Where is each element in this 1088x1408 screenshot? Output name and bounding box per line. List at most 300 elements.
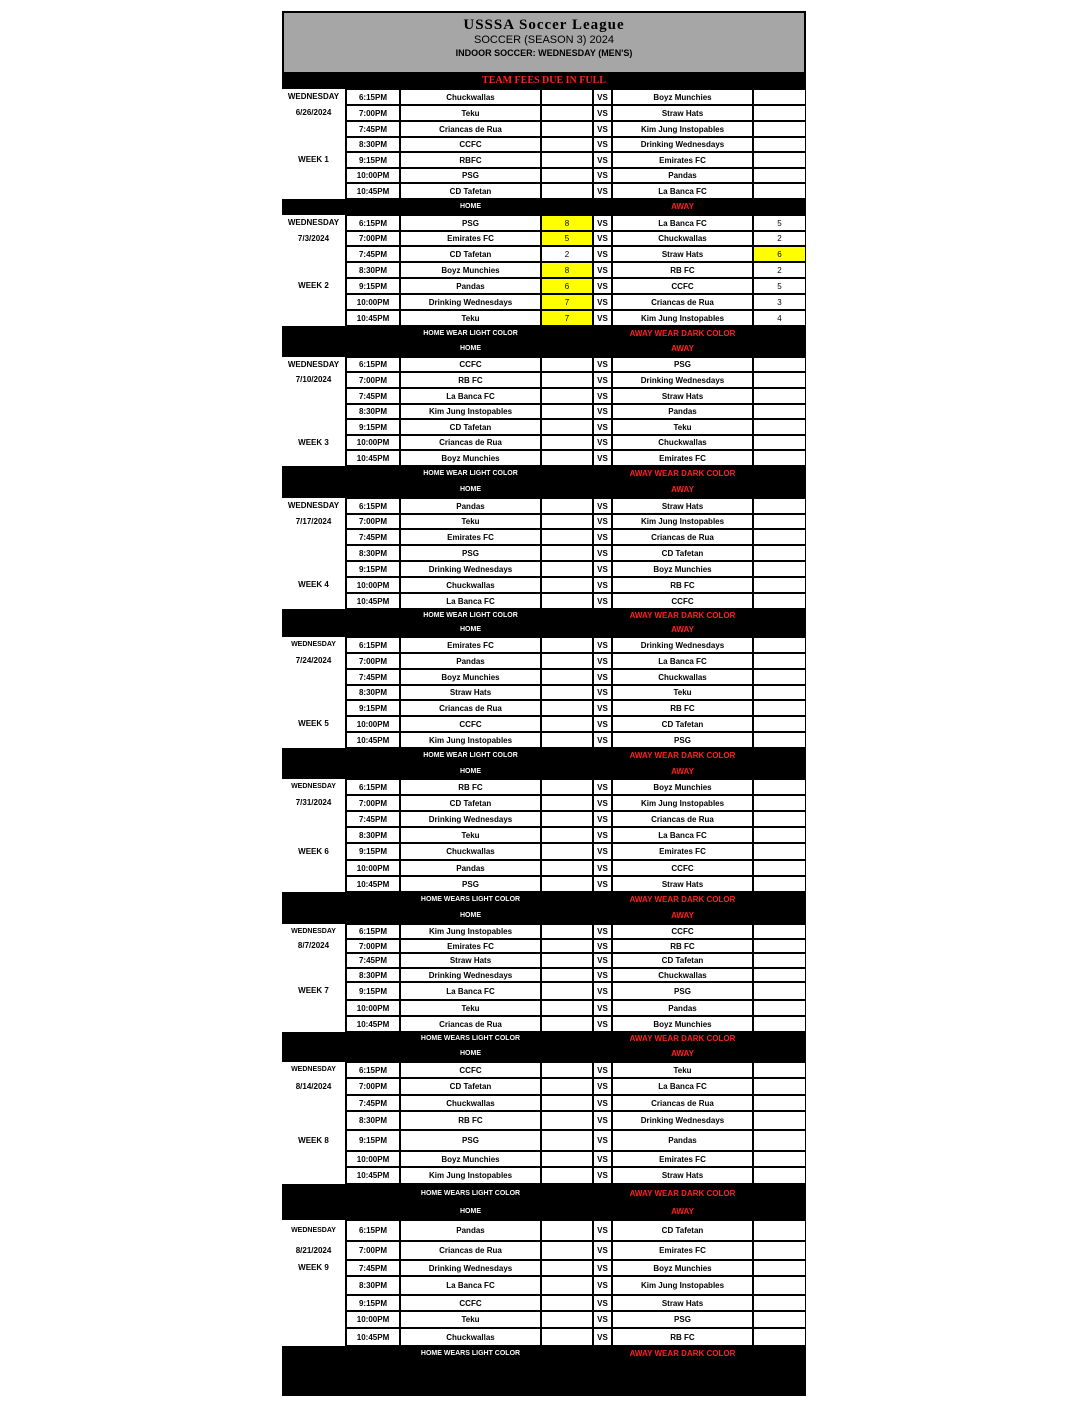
away-team: Pandas bbox=[612, 404, 753, 419]
away-score bbox=[753, 1295, 806, 1311]
game-time: 7:00PM bbox=[346, 105, 400, 121]
wear-color-note bbox=[282, 326, 806, 341]
away-score bbox=[753, 716, 806, 732]
game-row bbox=[282, 577, 806, 593]
away-team: Kim Jung Instopables bbox=[612, 310, 753, 326]
home-team: CCFC bbox=[400, 357, 541, 372]
game-row bbox=[282, 827, 806, 843]
home-score bbox=[541, 498, 593, 514]
game-row bbox=[282, 152, 806, 168]
home-team: Criancas de Rua bbox=[400, 121, 541, 137]
home-team: Chuckwallas bbox=[400, 577, 541, 593]
game-time: 10:00PM bbox=[346, 168, 400, 183]
home-score bbox=[541, 514, 593, 529]
game-row bbox=[282, 231, 806, 246]
home-team: Kim Jung Instopables bbox=[400, 1167, 541, 1184]
away-score bbox=[753, 1260, 806, 1276]
day-label: WEDNESDAY bbox=[287, 501, 340, 510]
home-score bbox=[541, 137, 593, 152]
away-team: RB FC bbox=[612, 577, 753, 593]
away-team: Drinking Wednesdays bbox=[612, 637, 753, 653]
away-team: PSG bbox=[612, 357, 753, 372]
home-score bbox=[541, 1111, 593, 1130]
game-time: 7:00PM bbox=[346, 231, 400, 246]
date-label: 7/17/2024 bbox=[295, 517, 332, 526]
home-score: 2 bbox=[541, 246, 593, 262]
game-time: 8:30PM bbox=[346, 968, 400, 982]
away-score bbox=[753, 1000, 806, 1016]
game-time: 7:45PM bbox=[346, 669, 400, 685]
home-away-heading-home-label: HOME bbox=[460, 912, 481, 919]
game-time: 10:00PM bbox=[346, 716, 400, 732]
date-label: 7/3/2024 bbox=[297, 234, 330, 243]
day-label: WEDNESDAY bbox=[287, 360, 340, 369]
away-team: CCFC bbox=[612, 593, 753, 609]
game-time: 8:30PM bbox=[346, 262, 400, 278]
week-label: WEEK 8 bbox=[298, 1136, 329, 1145]
game-row bbox=[282, 1130, 806, 1151]
away-team: Kim Jung Instopables bbox=[612, 1276, 753, 1295]
away-team: Emirates FC bbox=[612, 450, 753, 466]
away-team: Criancas de Rua bbox=[612, 1095, 753, 1111]
away-score bbox=[753, 982, 806, 1000]
away-team: Chuckwallas bbox=[612, 669, 753, 685]
division-title: INDOOR SOCCER: WEDNESDAY (MEN'S) bbox=[455, 48, 633, 58]
away-team: Drinking Wednesdays bbox=[612, 372, 753, 388]
away-score bbox=[753, 968, 806, 982]
away-score bbox=[753, 1276, 806, 1295]
home-away-heading bbox=[282, 907, 806, 924]
game-row bbox=[282, 968, 806, 982]
league-title: USSSA Soccer League bbox=[463, 17, 625, 33]
away-score bbox=[753, 795, 806, 811]
away-score: 2 bbox=[753, 262, 806, 278]
game-row bbox=[282, 1311, 806, 1328]
away-score bbox=[753, 876, 806, 892]
home-score bbox=[541, 827, 593, 843]
wear-color-note bbox=[282, 892, 806, 907]
home-team: Pandas bbox=[400, 860, 541, 876]
away-score bbox=[753, 1062, 806, 1078]
away-score bbox=[753, 1151, 806, 1167]
vs-label: VS bbox=[593, 811, 612, 827]
away-score bbox=[753, 545, 806, 561]
game-time: 10:00PM bbox=[346, 577, 400, 593]
game-time: 10:45PM bbox=[346, 1167, 400, 1184]
vs-label: VS bbox=[593, 514, 612, 529]
home-score bbox=[541, 716, 593, 732]
home-score bbox=[541, 1062, 593, 1078]
game-row bbox=[282, 278, 806, 294]
home-score bbox=[541, 732, 593, 748]
away-score bbox=[753, 1241, 806, 1260]
home-score bbox=[541, 577, 593, 593]
away-score bbox=[753, 529, 806, 545]
game-row bbox=[282, 183, 806, 199]
game-row bbox=[282, 1151, 806, 1167]
home-away-heading-away-label: AWAY bbox=[671, 344, 694, 353]
home-team: Chuckwallas bbox=[400, 1095, 541, 1111]
game-row bbox=[282, 860, 806, 876]
wear-color-note-away-label: AWAY WEAR DARK COLOR bbox=[629, 751, 736, 760]
home-away-heading-home-label: HOME bbox=[460, 626, 481, 633]
date-label: 7/10/2024 bbox=[295, 375, 332, 384]
vs-label: VS bbox=[593, 1000, 612, 1016]
game-row bbox=[282, 700, 806, 716]
home-score bbox=[541, 545, 593, 561]
game-time: 9:15PM bbox=[346, 700, 400, 716]
wear-color-note-away-label: AWAY WEAR DARK COLOR bbox=[629, 1034, 736, 1043]
vs-label: VS bbox=[593, 795, 612, 811]
vs-label: VS bbox=[593, 89, 612, 105]
away-team: La Banca FC bbox=[612, 1078, 753, 1095]
wear-color-note-home-label: HOME WEARS LIGHT COLOR bbox=[420, 896, 521, 903]
day-label: WEDNESDAY bbox=[291, 928, 336, 935]
vs-label: VS bbox=[593, 982, 612, 1000]
game-time: 7:00PM bbox=[346, 1241, 400, 1260]
game-time: 8:30PM bbox=[346, 685, 400, 700]
home-score bbox=[541, 1220, 593, 1241]
away-team: Chuckwallas bbox=[612, 435, 753, 450]
home-score bbox=[541, 1328, 593, 1346]
game-time: 7:00PM bbox=[346, 653, 400, 669]
away-team: Drinking Wednesdays bbox=[612, 1111, 753, 1130]
home-team: La Banca FC bbox=[400, 388, 541, 404]
home-team: Pandas bbox=[400, 653, 541, 669]
away-score bbox=[753, 357, 806, 372]
away-team: La Banca FC bbox=[612, 183, 753, 199]
home-team: Teku bbox=[400, 310, 541, 326]
vs-label: VS bbox=[593, 372, 612, 388]
vs-label: VS bbox=[593, 1276, 612, 1295]
game-row bbox=[282, 246, 806, 262]
away-score: 5 bbox=[753, 215, 806, 231]
home-away-heading bbox=[282, 341, 806, 357]
game-time: 9:15PM bbox=[346, 1295, 400, 1311]
game-time: 10:45PM bbox=[346, 732, 400, 748]
home-score bbox=[541, 152, 593, 168]
home-score bbox=[541, 388, 593, 404]
home-away-heading-away-label: AWAY bbox=[671, 1207, 694, 1216]
game-time: 6:15PM bbox=[346, 924, 400, 939]
away-score bbox=[753, 637, 806, 653]
away-score bbox=[753, 860, 806, 876]
away-team: La Banca FC bbox=[612, 827, 753, 843]
home-score bbox=[541, 89, 593, 105]
away-team: Boyz Munchies bbox=[612, 561, 753, 577]
game-row bbox=[282, 685, 806, 700]
home-team: PSG bbox=[400, 876, 541, 892]
home-team: PSG bbox=[400, 545, 541, 561]
date-label: 8/7/2024 bbox=[297, 941, 330, 950]
home-away-heading-home-label: HOME bbox=[460, 1050, 481, 1057]
vs-label: VS bbox=[593, 419, 612, 435]
away-team: CD Tafetan bbox=[612, 1220, 753, 1241]
home-score bbox=[541, 1000, 593, 1016]
home-team: Pandas bbox=[400, 278, 541, 294]
away-team: CD Tafetan bbox=[612, 545, 753, 561]
wear-color-note-home-label: HOME WEARS LIGHT COLOR bbox=[420, 1350, 521, 1357]
away-score bbox=[753, 1220, 806, 1241]
game-time: 9:15PM bbox=[346, 1130, 400, 1151]
home-team: Chuckwallas bbox=[400, 89, 541, 105]
game-row bbox=[282, 1220, 806, 1241]
home-team: RB FC bbox=[400, 372, 541, 388]
date-label: 8/21/2024 bbox=[295, 1246, 332, 1255]
away-team: RB FC bbox=[612, 700, 753, 716]
away-team: Boyz Munchies bbox=[612, 1260, 753, 1276]
day-label: WEDNESDAY bbox=[287, 92, 340, 101]
home-score bbox=[541, 372, 593, 388]
game-row bbox=[282, 843, 806, 860]
home-score bbox=[541, 105, 593, 121]
away-score bbox=[753, 498, 806, 514]
game-row bbox=[282, 716, 806, 732]
home-away-heading bbox=[282, 1046, 806, 1062]
home-away-heading-away-label: AWAY bbox=[671, 1049, 694, 1058]
away-score bbox=[753, 372, 806, 388]
away-team: Kim Jung Instopables bbox=[612, 795, 753, 811]
away-team: Boyz Munchies bbox=[612, 89, 753, 105]
home-team: CD Tafetan bbox=[400, 1078, 541, 1095]
home-score bbox=[541, 700, 593, 716]
away-team: Straw Hats bbox=[612, 876, 753, 892]
away-score bbox=[753, 137, 806, 152]
away-team: La Banca FC bbox=[612, 653, 753, 669]
home-away-heading-away-label: AWAY bbox=[671, 767, 694, 776]
home-team: Kim Jung Instopables bbox=[400, 404, 541, 419]
home-score: 7 bbox=[541, 294, 593, 310]
away-team: Criancas de Rua bbox=[612, 811, 753, 827]
vs-label: VS bbox=[593, 121, 612, 137]
vs-label: VS bbox=[593, 1062, 612, 1078]
date-label: 8/14/2024 bbox=[295, 1082, 332, 1091]
game-time: 6:15PM bbox=[346, 1220, 400, 1241]
vs-label: VS bbox=[593, 404, 612, 419]
away-score: 6 bbox=[753, 246, 806, 262]
home-score bbox=[541, 1095, 593, 1111]
away-score bbox=[753, 843, 806, 860]
away-score bbox=[753, 685, 806, 700]
game-row bbox=[282, 1260, 806, 1276]
vs-label: VS bbox=[593, 716, 612, 732]
home-team: Kim Jung Instopables bbox=[400, 924, 541, 939]
away-score bbox=[753, 1078, 806, 1095]
home-score bbox=[541, 843, 593, 860]
away-team: Criancas de Rua bbox=[612, 529, 753, 545]
home-score bbox=[541, 561, 593, 577]
vs-label: VS bbox=[593, 593, 612, 609]
week-label: WEEK 9 bbox=[298, 1263, 329, 1272]
home-team: Criancas de Rua bbox=[400, 700, 541, 716]
home-score bbox=[541, 1295, 593, 1311]
game-row bbox=[282, 939, 806, 953]
away-team: CCFC bbox=[612, 278, 753, 294]
game-time: 10:45PM bbox=[346, 876, 400, 892]
game-row bbox=[282, 419, 806, 435]
home-score bbox=[541, 1078, 593, 1095]
game-time: 9:15PM bbox=[346, 419, 400, 435]
home-away-heading-away-label: AWAY bbox=[671, 625, 694, 634]
away-team: Teku bbox=[612, 419, 753, 435]
wear-color-note-away-label: AWAY WEAR DARK COLOR bbox=[629, 1349, 736, 1358]
game-time: 10:45PM bbox=[346, 593, 400, 609]
away-team: Kim Jung Instopables bbox=[612, 121, 753, 137]
game-time: 9:15PM bbox=[346, 152, 400, 168]
away-team: PSG bbox=[612, 732, 753, 748]
vs-label: VS bbox=[593, 577, 612, 593]
home-away-heading-home-label: HOME bbox=[460, 345, 481, 352]
away-score bbox=[753, 404, 806, 419]
away-team: CD Tafetan bbox=[612, 716, 753, 732]
home-team: Drinking Wednesdays bbox=[400, 811, 541, 827]
away-score bbox=[753, 105, 806, 121]
home-team: CCFC bbox=[400, 1062, 541, 1078]
home-score bbox=[541, 811, 593, 827]
home-score bbox=[541, 404, 593, 419]
wear-color-note-home-label: HOME WEAR LIGHT COLOR bbox=[423, 612, 518, 619]
vs-label: VS bbox=[593, 860, 612, 876]
vs-label: VS bbox=[593, 1095, 612, 1111]
game-time: 10:45PM bbox=[346, 183, 400, 199]
vs-label: VS bbox=[593, 968, 612, 982]
away-score bbox=[753, 939, 806, 953]
home-score bbox=[541, 183, 593, 199]
home-team: Boyz Munchies bbox=[400, 262, 541, 278]
game-row bbox=[282, 795, 806, 811]
home-score: 8 bbox=[541, 215, 593, 231]
game-time: 10:00PM bbox=[346, 294, 400, 310]
home-score bbox=[541, 953, 593, 968]
game-time: 7:45PM bbox=[346, 121, 400, 137]
schedule-header bbox=[282, 11, 806, 74]
away-score bbox=[753, 1095, 806, 1111]
wear-color-note bbox=[282, 1032, 806, 1046]
game-time: 9:15PM bbox=[346, 561, 400, 577]
home-team: CCFC bbox=[400, 137, 541, 152]
wear-color-note-home-label: HOME WEAR LIGHT COLOR bbox=[423, 330, 518, 337]
game-row bbox=[282, 924, 806, 939]
vs-label: VS bbox=[593, 827, 612, 843]
vs-label: VS bbox=[593, 1328, 612, 1346]
game-row bbox=[282, 310, 806, 326]
away-team: Straw Hats bbox=[612, 246, 753, 262]
game-time: 9:15PM bbox=[346, 843, 400, 860]
game-row bbox=[282, 262, 806, 278]
away-score bbox=[753, 1328, 806, 1346]
away-score bbox=[753, 811, 806, 827]
game-row bbox=[282, 357, 806, 372]
vs-label: VS bbox=[593, 105, 612, 121]
game-time: 7:00PM bbox=[346, 372, 400, 388]
away-score bbox=[753, 89, 806, 105]
game-row bbox=[282, 514, 806, 529]
home-score bbox=[541, 779, 593, 795]
home-score bbox=[541, 939, 593, 953]
vs-label: VS bbox=[593, 924, 612, 939]
home-team: CD Tafetan bbox=[400, 246, 541, 262]
away-team: Straw Hats bbox=[612, 1167, 753, 1184]
wear-color-note-away-label: AWAY WEAR DARK COLOR bbox=[629, 895, 736, 904]
vs-label: VS bbox=[593, 1167, 612, 1184]
day-label: WEDNESDAY bbox=[291, 1066, 336, 1073]
home-team: Drinking Wednesdays bbox=[400, 1260, 541, 1276]
away-team: RB FC bbox=[612, 939, 753, 953]
game-row bbox=[282, 1276, 806, 1295]
away-score bbox=[753, 953, 806, 968]
game-row bbox=[282, 561, 806, 577]
week-label: WEEK 7 bbox=[298, 986, 329, 995]
game-row bbox=[282, 529, 806, 545]
home-score bbox=[541, 529, 593, 545]
game-time: 8:30PM bbox=[346, 404, 400, 419]
vs-label: VS bbox=[593, 450, 612, 466]
home-team: Criancas de Rua bbox=[400, 1241, 541, 1260]
home-team: Pandas bbox=[400, 1220, 541, 1241]
home-team: Drinking Wednesdays bbox=[400, 561, 541, 577]
away-team: RB FC bbox=[612, 262, 753, 278]
home-away-heading-home-label: HOME bbox=[460, 1208, 481, 1215]
vs-label: VS bbox=[593, 294, 612, 310]
away-team: Drinking Wednesdays bbox=[612, 137, 753, 152]
game-row bbox=[282, 498, 806, 514]
vs-label: VS bbox=[593, 388, 612, 404]
wear-color-note bbox=[282, 466, 806, 482]
away-team: Chuckwallas bbox=[612, 231, 753, 246]
wear-color-note-home-label: HOME WEARS LIGHT COLOR bbox=[420, 1035, 521, 1042]
game-time: 6:15PM bbox=[346, 215, 400, 231]
game-time: 7:00PM bbox=[346, 514, 400, 529]
vs-label: VS bbox=[593, 529, 612, 545]
vs-label: VS bbox=[593, 310, 612, 326]
date-label: 6/26/2024 bbox=[295, 108, 332, 117]
home-team: CD Tafetan bbox=[400, 419, 541, 435]
home-team: Boyz Munchies bbox=[400, 1151, 541, 1167]
vs-label: VS bbox=[593, 939, 612, 953]
away-team: Emirates FC bbox=[612, 152, 753, 168]
game-time: 8:30PM bbox=[346, 137, 400, 152]
away-score bbox=[753, 1167, 806, 1184]
home-score bbox=[541, 637, 593, 653]
home-score bbox=[541, 450, 593, 466]
away-team: CCFC bbox=[612, 924, 753, 939]
game-row bbox=[282, 1111, 806, 1130]
vs-label: VS bbox=[593, 1111, 612, 1130]
home-away-heading-home-label: HOME bbox=[460, 486, 481, 493]
home-team: CD Tafetan bbox=[400, 183, 541, 199]
home-team: PSG bbox=[400, 168, 541, 183]
game-row bbox=[282, 953, 806, 968]
game-row bbox=[282, 811, 806, 827]
game-time: 6:15PM bbox=[346, 779, 400, 795]
game-row bbox=[282, 1295, 806, 1311]
game-row bbox=[282, 215, 806, 231]
home-team: PSG bbox=[400, 215, 541, 231]
home-away-heading bbox=[282, 622, 806, 637]
away-team: Straw Hats bbox=[612, 498, 753, 514]
week-label: WEEK 2 bbox=[298, 281, 329, 290]
game-time: 10:45PM bbox=[346, 310, 400, 326]
vs-label: VS bbox=[593, 1130, 612, 1151]
away-score bbox=[753, 653, 806, 669]
home-team: CD Tafetan bbox=[400, 795, 541, 811]
away-score bbox=[753, 1111, 806, 1130]
game-row bbox=[282, 168, 806, 183]
vs-label: VS bbox=[593, 700, 612, 716]
home-team: Criancas de Rua bbox=[400, 1016, 541, 1032]
wear-color-note-away-label: AWAY WEAR DARK COLOR bbox=[629, 1189, 736, 1198]
home-team: Chuckwallas bbox=[400, 843, 541, 860]
